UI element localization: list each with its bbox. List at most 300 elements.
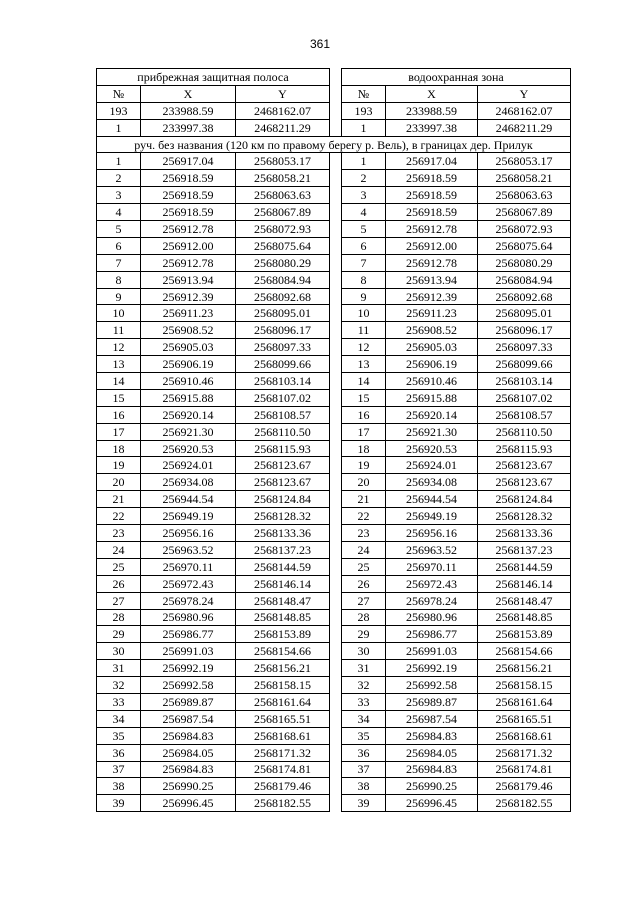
right-coord-y: 2568165.51 [478, 710, 571, 727]
left-point-number: 17 [97, 423, 141, 440]
right-point-number: 29 [342, 626, 386, 643]
column-gap [330, 153, 342, 170]
right-point-number: 15 [342, 389, 386, 406]
right-coord-x: 256978.24 [386, 592, 478, 609]
column-gap [330, 389, 342, 406]
right-point-number: 18 [342, 440, 386, 457]
coordinates-table-body [97, 69, 571, 812]
left-coord-x: 256984.83 [141, 761, 236, 778]
left-point-number: 28 [97, 609, 141, 626]
column-gap [330, 727, 342, 744]
left-col-y: Y [236, 85, 330, 102]
column-gap [330, 423, 342, 440]
right-coord-x: 256963.52 [386, 541, 478, 558]
left-coord-x: 256978.24 [141, 592, 236, 609]
left-coord-y: 2568080.29 [236, 254, 330, 271]
table-row [97, 660, 571, 677]
left-point-number: 4 [97, 204, 141, 221]
right-point-number: 1 [342, 153, 386, 170]
right-point-number: 14 [342, 373, 386, 390]
table-row [97, 153, 571, 170]
table-row [97, 254, 571, 271]
right-coord-y: 2568092.68 [478, 288, 571, 305]
column-gap [330, 102, 342, 119]
right-point-number: 39 [342, 795, 386, 812]
table-row [97, 592, 571, 609]
left-coord-y: 2568146.14 [236, 575, 330, 592]
right-coord-y: 2568115.93 [478, 440, 571, 457]
left-point-number: 33 [97, 693, 141, 710]
right-coord-x: 256987.54 [386, 710, 478, 727]
left-point-number: 7 [97, 254, 141, 271]
left-coord-y: 2568075.64 [236, 237, 330, 254]
right-point-number: 31 [342, 660, 386, 677]
left-coord-y: 2568110.50 [236, 423, 330, 440]
left-coord-x: 256989.87 [141, 693, 236, 710]
right-point-number: 11 [342, 322, 386, 339]
right-coord-x: 256912.39 [386, 288, 478, 305]
right-coord-y: 2568144.59 [478, 558, 571, 575]
left-point-number: 12 [97, 339, 141, 356]
right-coord-y: 2568128.32 [478, 508, 571, 525]
left-coord-x: 233997.38 [141, 119, 236, 136]
right-col-x: X [386, 85, 478, 102]
right-coord-y: 2568124.84 [478, 491, 571, 508]
left-coord-y: 2568156.21 [236, 660, 330, 677]
table-row [97, 474, 571, 491]
header-titles-row [97, 69, 571, 86]
right-coord-x: 256992.58 [386, 677, 478, 694]
left-point-number: 15 [97, 389, 141, 406]
right-point-number: 2 [342, 170, 386, 187]
table-row [97, 558, 571, 575]
right-coord-x: 256918.59 [386, 204, 478, 221]
left-coord-x: 256984.83 [141, 727, 236, 744]
left-point-number: 11 [97, 322, 141, 339]
left-point-number: 20 [97, 474, 141, 491]
left-coord-x: 256913.94 [141, 271, 236, 288]
left-coord-x: 256949.19 [141, 508, 236, 525]
column-gap [330, 254, 342, 271]
left-point-number: 193 [97, 102, 141, 119]
left-coord-y: 2568174.81 [236, 761, 330, 778]
left-coord-y: 2568096.17 [236, 322, 330, 339]
right-point-number: 16 [342, 406, 386, 423]
right-coord-y: 2568146.14 [478, 575, 571, 592]
left-coord-y: 2568063.63 [236, 187, 330, 204]
right-point-number: 19 [342, 457, 386, 474]
right-coord-x: 256970.11 [386, 558, 478, 575]
left-coord-y: 2568123.67 [236, 457, 330, 474]
left-point-number: 13 [97, 356, 141, 373]
right-coord-x: 256956.16 [386, 525, 478, 542]
right-point-number: 26 [342, 575, 386, 592]
left-coord-y: 2568165.51 [236, 710, 330, 727]
right-coord-y: 2568171.32 [478, 744, 571, 761]
right-coord-x: 256984.83 [386, 727, 478, 744]
left-col-num: № [97, 85, 141, 102]
column-gap [330, 85, 342, 102]
left-point-number: 22 [97, 508, 141, 525]
right-coord-y: 2568153.89 [478, 626, 571, 643]
table-row [97, 339, 571, 356]
left-point-number: 32 [97, 677, 141, 694]
right-coord-y: 2568095.01 [478, 305, 571, 322]
left-point-number: 10 [97, 305, 141, 322]
table-row [97, 423, 571, 440]
left-coord-y: 2568153.89 [236, 626, 330, 643]
left-point-number: 14 [97, 373, 141, 390]
column-gap [330, 204, 342, 221]
right-coord-x: 256905.03 [386, 339, 478, 356]
table-row [97, 119, 571, 136]
table-row [97, 373, 571, 390]
right-coord-y: 2568168.61 [478, 727, 571, 744]
table-row [97, 727, 571, 744]
left-coord-y: 2568148.85 [236, 609, 330, 626]
right-coord-x: 256924.01 [386, 457, 478, 474]
right-coord-x: 256918.59 [386, 170, 478, 187]
section-title: руч. без названия (120 км по правому берегу р. Вель), в границах дер. Прилук [97, 136, 571, 153]
left-point-number: 37 [97, 761, 141, 778]
table-row [97, 288, 571, 305]
left-coord-x: 256984.05 [141, 744, 236, 761]
left-coord-y: 2568144.59 [236, 558, 330, 575]
left-coord-y: 2568124.84 [236, 491, 330, 508]
left-point-number: 35 [97, 727, 141, 744]
right-coord-x: 256920.14 [386, 406, 478, 423]
left-coord-y: 2568108.57 [236, 406, 330, 423]
column-gap [330, 119, 342, 136]
table-row [97, 643, 571, 660]
column-gap [330, 288, 342, 305]
left-coord-y: 2568161.64 [236, 693, 330, 710]
left-coord-x: 256963.52 [141, 541, 236, 558]
left-point-number: 3 [97, 187, 141, 204]
coordinates-table [96, 68, 571, 812]
right-point-number: 13 [342, 356, 386, 373]
column-gap [330, 609, 342, 626]
left-point-number: 8 [97, 271, 141, 288]
left-coord-x: 256906.19 [141, 356, 236, 373]
right-point-number: 30 [342, 643, 386, 660]
left-coord-y: 2568115.93 [236, 440, 330, 457]
right-point-number: 8 [342, 271, 386, 288]
right-col-y: Y [478, 85, 571, 102]
left-point-number: 30 [97, 643, 141, 660]
right-coord-x: 256990.25 [386, 778, 478, 795]
table-row [97, 677, 571, 694]
right-coord-y: 2568058.21 [478, 170, 571, 187]
right-coord-y: 2568099.66 [478, 356, 571, 373]
left-point-number: 9 [97, 288, 141, 305]
left-coord-x: 256920.53 [141, 440, 236, 457]
right-point-number: 22 [342, 508, 386, 525]
right-coord-x: 256992.19 [386, 660, 478, 677]
left-point-number: 29 [97, 626, 141, 643]
right-coord-x: 256934.08 [386, 474, 478, 491]
right-coord-y: 2568097.33 [478, 339, 571, 356]
right-coord-y: 2468211.29 [478, 119, 571, 136]
left-coord-y: 2468162.07 [236, 102, 330, 119]
right-coord-y: 2568148.47 [478, 592, 571, 609]
table-row [97, 305, 571, 322]
right-coord-x: 233988.59 [386, 102, 478, 119]
right-coord-y: 2568148.85 [478, 609, 571, 626]
left-coord-y: 2568171.32 [236, 744, 330, 761]
left-coord-y: 2568058.21 [236, 170, 330, 187]
right-coord-y: 2568182.55 [478, 795, 571, 812]
left-point-number: 27 [97, 592, 141, 609]
table-row [97, 440, 571, 457]
right-coord-y: 2568154.66 [478, 643, 571, 660]
table-row [97, 508, 571, 525]
right-coord-y: 2568103.14 [478, 373, 571, 390]
right-coord-y: 2568179.46 [478, 778, 571, 795]
left-coord-x: 256987.54 [141, 710, 236, 727]
column-gap [330, 761, 342, 778]
right-coord-x: 256980.96 [386, 609, 478, 626]
right-coord-y: 2568123.67 [478, 474, 571, 491]
left-coord-x: 256905.03 [141, 339, 236, 356]
right-coord-y: 2568075.64 [478, 237, 571, 254]
left-point-number: 18 [97, 440, 141, 457]
column-gap [330, 626, 342, 643]
column-gap [330, 69, 342, 86]
column-gap [330, 440, 342, 457]
left-point-number: 5 [97, 221, 141, 238]
right-coord-x: 256949.19 [386, 508, 478, 525]
right-point-number: 34 [342, 710, 386, 727]
right-point-number: 36 [342, 744, 386, 761]
left-coord-x: 256915.88 [141, 389, 236, 406]
left-coord-x: 233988.59 [141, 102, 236, 119]
left-coord-y: 2568123.67 [236, 474, 330, 491]
right-coord-x: 256920.53 [386, 440, 478, 457]
right-point-number: 33 [342, 693, 386, 710]
right-coord-y: 2568133.36 [478, 525, 571, 542]
column-gap [330, 491, 342, 508]
right-coord-y: 2568107.02 [478, 389, 571, 406]
left-coord-x: 256918.59 [141, 187, 236, 204]
left-point-number: 34 [97, 710, 141, 727]
table-row [97, 187, 571, 204]
table-row [97, 406, 571, 423]
column-gap [330, 710, 342, 727]
right-point-number: 24 [342, 541, 386, 558]
table-row [97, 525, 571, 542]
column-gap [330, 221, 342, 238]
right-point-number: 27 [342, 592, 386, 609]
right-coord-x: 256984.05 [386, 744, 478, 761]
left-coord-y: 2568137.23 [236, 541, 330, 558]
right-coord-y: 2568096.17 [478, 322, 571, 339]
table-row [97, 221, 571, 238]
left-coord-x: 256986.77 [141, 626, 236, 643]
left-coord-y: 2568097.33 [236, 339, 330, 356]
right-coord-x: 256918.59 [386, 187, 478, 204]
left-coord-y: 2568168.61 [236, 727, 330, 744]
right-coord-y: 2468162.07 [478, 102, 571, 119]
right-coord-x: 256989.87 [386, 693, 478, 710]
left-coord-y: 2568099.66 [236, 356, 330, 373]
left-coord-x: 256912.39 [141, 288, 236, 305]
right-coord-y: 2568063.63 [478, 187, 571, 204]
right-coord-x: 256984.83 [386, 761, 478, 778]
right-coord-y: 2568137.23 [478, 541, 571, 558]
table-row [97, 778, 571, 795]
left-coord-y: 2568128.32 [236, 508, 330, 525]
column-gap [330, 795, 342, 812]
right-coord-x: 256972.43 [386, 575, 478, 592]
right-point-number: 193 [342, 102, 386, 119]
right-point-number: 4 [342, 204, 386, 221]
left-coord-y: 2568154.66 [236, 643, 330, 660]
right-point-number: 20 [342, 474, 386, 491]
left-coord-x: 256956.16 [141, 525, 236, 542]
left-point-number: 36 [97, 744, 141, 761]
left-coord-y: 2568084.94 [236, 271, 330, 288]
table-row [97, 457, 571, 474]
right-point-number: 10 [342, 305, 386, 322]
left-point-number: 26 [97, 575, 141, 592]
left-coord-x: 256912.00 [141, 237, 236, 254]
left-coord-x: 256917.04 [141, 153, 236, 170]
left-coord-y: 2568092.68 [236, 288, 330, 305]
left-coord-x: 256924.01 [141, 457, 236, 474]
right-coord-y: 2568067.89 [478, 204, 571, 221]
table-row [97, 271, 571, 288]
section-title-row [97, 136, 571, 153]
right-coord-x: 256906.19 [386, 356, 478, 373]
right-coord-y: 2568161.64 [478, 693, 571, 710]
left-coord-x: 256910.46 [141, 373, 236, 390]
left-coord-x: 256911.23 [141, 305, 236, 322]
right-coord-x: 256912.78 [386, 254, 478, 271]
right-coord-x: 256912.78 [386, 221, 478, 238]
table-row [97, 204, 571, 221]
right-coord-x: 233997.38 [386, 119, 478, 136]
right-coord-y: 2568156.21 [478, 660, 571, 677]
left-point-number: 19 [97, 457, 141, 474]
table-row [97, 102, 571, 119]
table-row [97, 744, 571, 761]
column-gap [330, 322, 342, 339]
right-coord-x: 256912.00 [386, 237, 478, 254]
table-row [97, 575, 571, 592]
column-gap [330, 744, 342, 761]
column-gap [330, 373, 342, 390]
right-point-number: 5 [342, 221, 386, 238]
left-point-number: 1 [97, 153, 141, 170]
left-point-number: 38 [97, 778, 141, 795]
right-coord-y: 2568080.29 [478, 254, 571, 271]
left-point-number: 2 [97, 170, 141, 187]
left-coord-x: 256918.59 [141, 170, 236, 187]
column-gap [330, 643, 342, 660]
right-point-number: 1 [342, 119, 386, 136]
left-point-number: 39 [97, 795, 141, 812]
column-gap [330, 778, 342, 795]
right-point-number: 17 [342, 423, 386, 440]
column-gap [330, 541, 342, 558]
table-row [97, 541, 571, 558]
left-point-number: 1 [97, 119, 141, 136]
left-coord-y: 2568107.02 [236, 389, 330, 406]
left-point-number: 16 [97, 406, 141, 423]
column-gap [330, 525, 342, 542]
table-row [97, 609, 571, 626]
column-gap [330, 508, 342, 525]
right-point-number: 32 [342, 677, 386, 694]
column-gap [330, 457, 342, 474]
column-gap [330, 406, 342, 423]
left-coord-x: 256980.96 [141, 609, 236, 626]
left-title: прибрежная защитная полоса [97, 69, 330, 86]
column-gap [330, 592, 342, 609]
right-point-number: 35 [342, 727, 386, 744]
right-point-number: 6 [342, 237, 386, 254]
column-gap [330, 474, 342, 491]
right-coord-y: 2568110.50 [478, 423, 571, 440]
right-point-number: 21 [342, 491, 386, 508]
left-point-number: 6 [97, 237, 141, 254]
left-coord-x: 256991.03 [141, 643, 236, 660]
left-coord-y: 2568072.93 [236, 221, 330, 238]
left-point-number: 25 [97, 558, 141, 575]
left-col-x: X [141, 85, 236, 102]
right-coord-x: 256921.30 [386, 423, 478, 440]
right-point-number: 25 [342, 558, 386, 575]
right-coord-y: 2568123.67 [478, 457, 571, 474]
column-gap [330, 575, 342, 592]
table-row [97, 693, 571, 710]
right-coord-x: 256991.03 [386, 643, 478, 660]
right-point-number: 23 [342, 525, 386, 542]
left-point-number: 31 [97, 660, 141, 677]
right-coord-x: 256917.04 [386, 153, 478, 170]
column-gap [330, 693, 342, 710]
column-gap [330, 187, 342, 204]
header-columns-row [97, 85, 571, 102]
column-gap [330, 558, 342, 575]
left-coord-x: 256912.78 [141, 254, 236, 271]
left-coord-y: 2468211.29 [236, 119, 330, 136]
column-gap [330, 237, 342, 254]
column-gap [330, 356, 342, 373]
left-coord-y: 2568095.01 [236, 305, 330, 322]
right-coord-x: 256944.54 [386, 491, 478, 508]
right-coord-y: 2568084.94 [478, 271, 571, 288]
left-coord-x: 256918.59 [141, 204, 236, 221]
right-coord-x: 256915.88 [386, 389, 478, 406]
left-coord-y: 2568179.46 [236, 778, 330, 795]
table-row [97, 491, 571, 508]
left-coord-x: 256934.08 [141, 474, 236, 491]
table-row [97, 710, 571, 727]
left-coord-x: 256921.30 [141, 423, 236, 440]
left-coord-x: 256912.78 [141, 221, 236, 238]
column-gap [330, 305, 342, 322]
right-coord-x: 256908.52 [386, 322, 478, 339]
table-row [97, 795, 571, 812]
column-gap [330, 170, 342, 187]
left-coord-y: 2568067.89 [236, 204, 330, 221]
table-row [97, 626, 571, 643]
right-point-number: 12 [342, 339, 386, 356]
right-coord-y: 2568072.93 [478, 221, 571, 238]
left-coord-y: 2568053.17 [236, 153, 330, 170]
